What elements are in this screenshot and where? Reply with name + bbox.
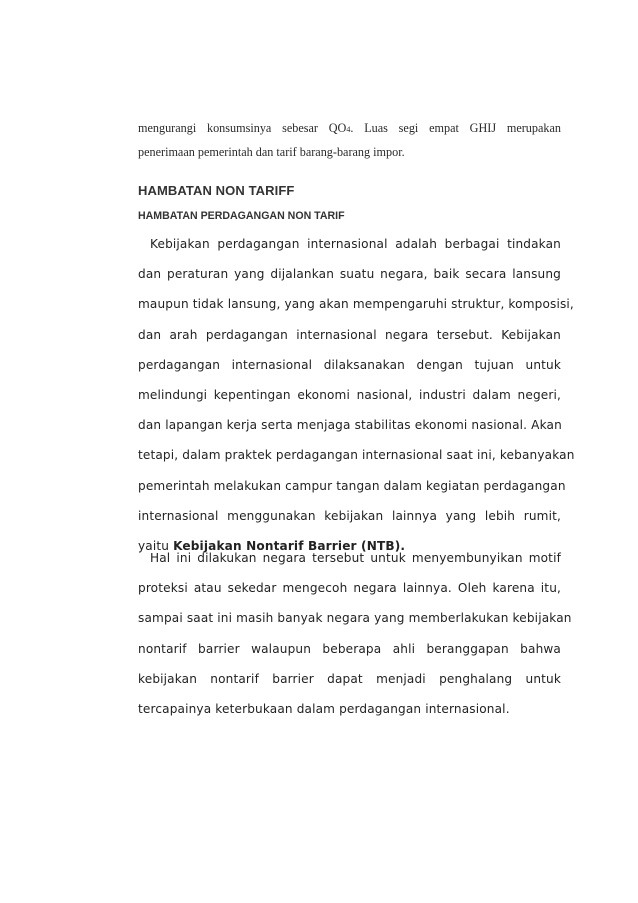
intro-line-2: penerimaan pemerintah dan tarif barang-barang impor. — [138, 145, 405, 159]
document-page — [138, 117, 575, 716]
paragraph-1-line: melindungi kepentingan ekonomi nasional, industri dalam negeri, — [138, 387, 561, 402]
intro-line-1-text-a: mengurangi konsumsinya sebesar QO — [138, 121, 347, 135]
paragraph-1-line: pemerintah melakukan campur tangan dalam kegiatan perdagangan — [138, 478, 566, 493]
paragraph-1-line: dan arah perdagangan internasional negara tersebut. Kebijakan — [138, 327, 561, 342]
paragraph-2-line: nontarif barrier walaupun beberapa ahli beranggapan bahwa — [138, 641, 561, 656]
paragraph-1-line: tetapi, dalam praktek perdagangan internasional saat ini, kebanyakan — [138, 448, 575, 463]
paragraph-2-line: kebijakan nontarif barrier dapat menjadi penghalang untuk — [138, 671, 561, 686]
paragraph-1-line: internasional menggunakan kebijakan lainnya yang lebih rumit, — [138, 508, 561, 523]
paragraph-1-line: dan lapangan kerja serta menjaga stabilitas ekonomi nasional. Akan — [138, 418, 562, 433]
intro-line-1-subscript: 4 — [346, 125, 351, 134]
paragraph-2-line: tercapainya keterbukaan dalam perdagangan internasional. — [138, 701, 510, 716]
paragraph-1-line: maupun tidak lansung, yang akan mempengaruhi struktur, komposisi, — [138, 297, 574, 312]
paragraph-1 — [138, 229, 575, 561]
paragraph-1-line: perdagangan internasional dilaksanakan dengan tujuan untuk — [138, 357, 561, 372]
heading-main: HAMBATAN NON TARIFF — [138, 183, 295, 198]
ntb-term: Kebijakan Nontarif Barrier (NTB). — [173, 538, 406, 553]
paragraph-1-last-prefix: yaitu — [138, 538, 174, 553]
intro-line-1-text-b: . Luas segi empat GHIJ merupakan — [350, 121, 561, 135]
paragraph-2-line: Hal ini dilakukan negara tersebut untuk menyembunyikan motif — [150, 551, 561, 565]
intro-paragraph — [138, 117, 561, 163]
paragraph-2-line: sampai saat ini masih banyak negara yang memberlakukan kebijakan — [138, 611, 572, 626]
intro-line-1 — [138, 117, 561, 141]
paragraph-1-line: dan peraturan yang dijalankan suatu negara, baik secara lansung — [138, 267, 561, 282]
paragraph-2-line: proteksi atau sekedar mengecoh negara lainnya. Oleh karena itu, — [138, 581, 561, 596]
paragraph-1-line: Kebijakan perdagangan internasional adalah berbagai tindakan — [150, 237, 561, 251]
heading-sub: HAMBATAN PERDAGANGAN NON TARIF — [138, 210, 345, 222]
paragraph-2 — [138, 543, 572, 724]
